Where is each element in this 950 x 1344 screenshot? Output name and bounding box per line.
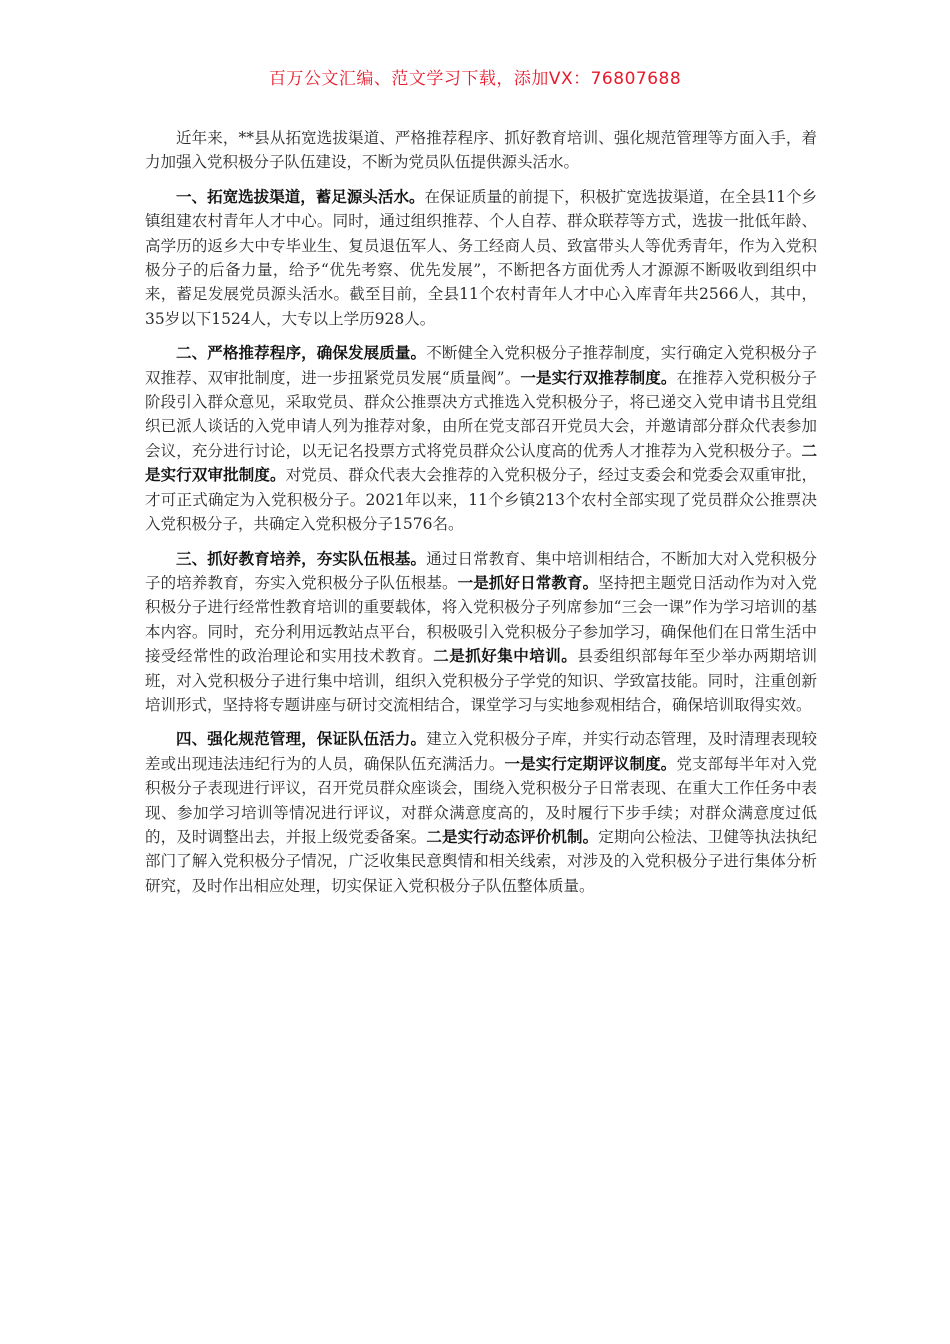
section-4-point-1-heading: 一是实行定期评议制度。 xyxy=(504,754,677,773)
section-4-point-2-text: 定期向公检法、卫健等执法执纪部门了解入党积极分子情况，广泛收集民意舆情和相关线索，对涉及的入党积极分子进行集体分析研究，及时作出相应处理，切实保证入党积极分子队伍整体质量。 xyxy=(145,827,817,895)
section-2-point-2-heading: 二是实行双审批制度。 xyxy=(145,441,817,485)
section-1-heading: 一、拓宽选拔渠道，蓄足源头活水。 xyxy=(176,187,425,206)
section-2-point-1-text: 在推荐入党积极分子阶段引入群众意见，采取党员、群众公推票决方式推选入党积极分子，将已递交入党申请书且党组织已派人谈话的入党申请人列为推荐对象，由所在党支部召开党员大会，并邀请部分群众代表参加会议，充分进行讨论，以无记名投票方式将党员群众公认度高的优秀人才推荐为入党积极分子。 xyxy=(145,368,817,460)
intro-text: 近年来，**县从拓宽选拔渠道、严格推荐程序、抓好教育培训、强化规范管理等方面入手，着力加强入党积极分子队伍建设，不断为党员队伍提供源头活水。 xyxy=(145,129,817,172)
section-2-intro-text: 不断健全入党积极分子推荐制度，实行确定入党积极分子双推荐、双审批制度，进一步扭紧党员发展“质量阀”。 xyxy=(145,344,817,387)
section-3-point-1-text: 坚持把主题党日活动作为对入党积极分子进行经常性教育培训的重要载体，将入党积极分子列席参加“三会一课”作为学习培训的基本内容。同时，充分利用远教站点平台，积极吸引入党积极分子参加学习，确保他们在日常生活中接受经常性的政治理论和实用技术教育。 xyxy=(145,573,817,666)
section-4-point-1-text: 党支部每半年对入党积极分子表现进行评议，召开党员群众座谈会，围绕入党积极分子日常表现、在重大工作任务中表现、参加学习培训等情况进行评议，对群众满意度高的，及时履行下步手续；对群众满意度过低的，及时调整出去，并报上级党委备案。 xyxy=(145,754,817,846)
section-3-point-1-heading: 一是抓好日常教育。 xyxy=(457,573,599,592)
intro-paragraph xyxy=(145,126,817,175)
section-2-heading: 二、严格推荐程序，确保发展质量。 xyxy=(176,344,427,363)
section-1-text: 在保证质量的前提下，积极扩宽选拔渠道，在全县11个乡镇组建农村青年人才中心。同时，通过组织推荐、个人自荐、群众联荐等方式，选拔一批低年龄、高学历的返乡大中专毕业生、复员退伍军人、务工经商人员、致富带头人等优秀青年，作为入党积极分子的后备力量，给予“优先考察、优先发展”，不断把各方面优秀人才源源不断吸收到组织中来，蓄足发展党员源头活水。截至目前，全县11个农村青年人才中心入库青年共2566人，其中，35岁以下1524人，大专以上学历928人。 xyxy=(145,187,817,328)
section-4-point-2-heading: 二是实行动态评价机制。 xyxy=(426,827,599,846)
section-3-intro-text: 通过日常教育、集中培训相结合，不断加大对入党积极分子的培养教育，夯实入党积极分子队伍根基。 xyxy=(145,549,817,592)
section-2-point-2-text: 对党员、群众代表大会推荐的入党积极分子，经过支委会和党委会双重审批，才可正式确定为入党积极分子。2021年以来，11个乡镇213个农村全部实现了党员群众公推票决入党积极分子，共确定入党积极分子1576名。 xyxy=(145,466,817,534)
watermark-header: 百万公文汇编、范文学习下载，添加VX：76807688 xyxy=(268,69,682,89)
section-2-paragraph xyxy=(145,341,817,536)
section-4-intro-text: 建立入党积极分子库，并实行动态管理，及时清理表现较差或出现违法违纪行为的人员，确保队伍充满活力。 xyxy=(145,730,817,773)
section-4-heading: 四、强化规范管理，保证队伍活力。 xyxy=(176,730,427,749)
section-3-point-2-heading: 二是抓好集中培训。 xyxy=(433,647,578,666)
section-4-paragraph xyxy=(145,727,817,898)
section-3-heading: 三、抓好教育培养，夯实队伍根基。 xyxy=(176,549,427,568)
section-2-point-1-heading: 一是实行双推荐制度。 xyxy=(520,368,677,387)
section-1-paragraph xyxy=(145,185,817,331)
section-3-paragraph xyxy=(145,547,817,718)
section-3-point-2-text: 县委组织部每年至少举办两期培训班，对入党积极分子进行集中培训，组织入党积极分子学党的知识、学致富技能。同时，注重创新培训形式，坚持将专题讲座与研讨交流相结合，课堂学习与实地参观相结合，确保培训取得实效。 xyxy=(145,647,817,714)
document-body xyxy=(145,126,817,908)
